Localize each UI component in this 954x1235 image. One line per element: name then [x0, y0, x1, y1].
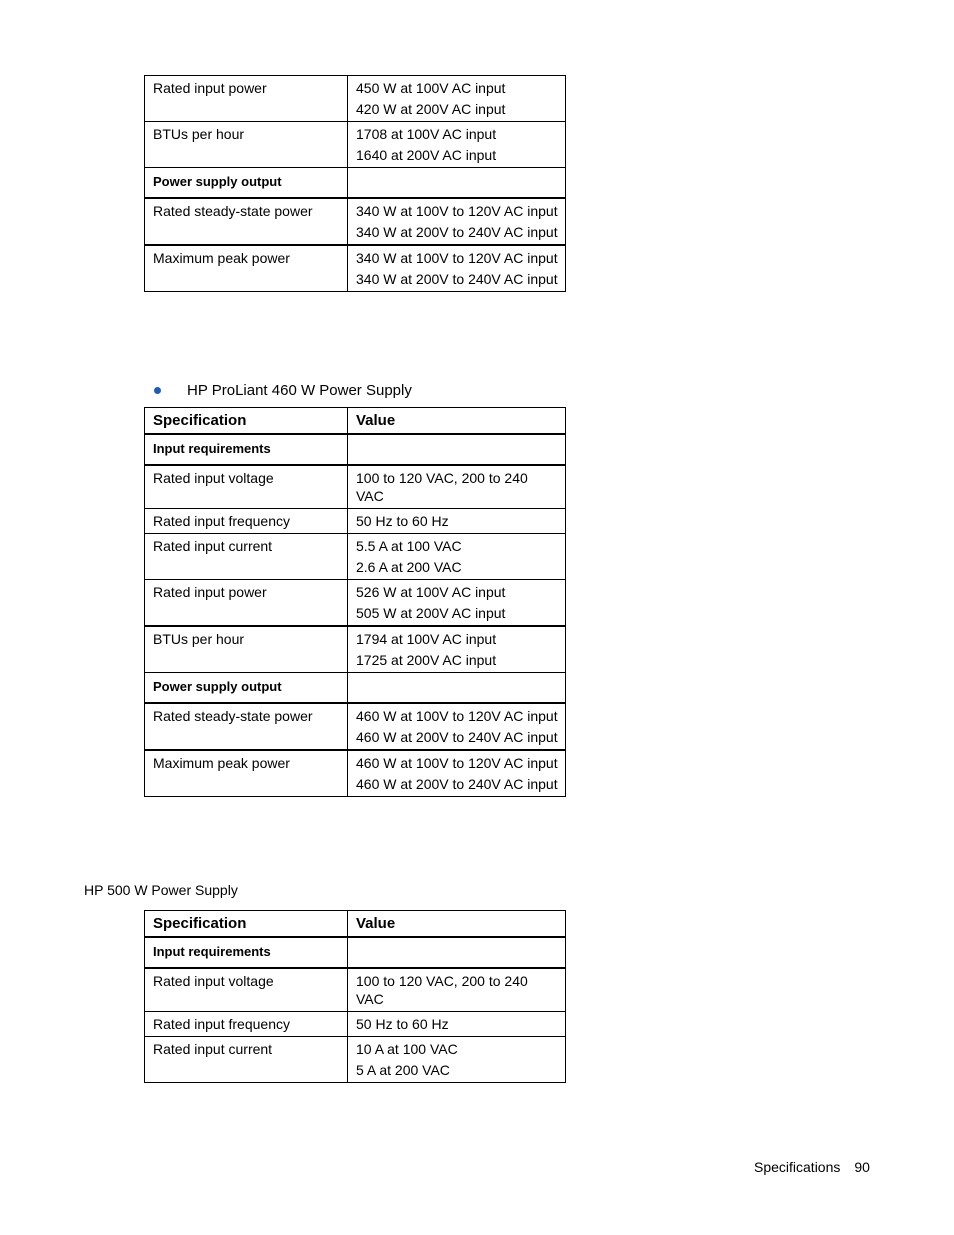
section-label: Input requirements: [145, 937, 348, 968]
table-row: [145, 198, 566, 245]
table-row-section: [145, 168, 566, 199]
bullet-icon: [154, 387, 161, 394]
value-line: 460 W at 200V to 240V AC input: [356, 729, 558, 745]
spec-value: [348, 465, 566, 509]
spec-value: [348, 1037, 566, 1083]
spec-value: [348, 509, 566, 534]
spec-value: [348, 968, 566, 1012]
value-line: 1640 at 200V AC input: [356, 147, 497, 163]
value-line: 2.6 A at 200 VAC: [356, 559, 462, 575]
table-row: [145, 1012, 566, 1037]
table-row: [145, 703, 566, 750]
value-line: 100 to 120 VAC, 200 to 240 VAC: [356, 973, 528, 1007]
spec-label: Rated input frequency: [145, 1012, 348, 1037]
section-label: Power supply output: [145, 673, 348, 704]
value-line: 505 W at 200V AC input: [356, 605, 506, 621]
value-line: 340 W at 100V to 120V AC input: [356, 250, 558, 266]
value-line: 460 W at 100V to 120V AC input: [356, 708, 558, 724]
footer-section: Specifications: [754, 1159, 841, 1175]
spec-label: Rated steady-state power: [145, 198, 348, 245]
spec-table-460w: [144, 407, 566, 797]
spec-value: [348, 673, 566, 704]
spec-table-continued: [144, 75, 566, 292]
value-line: 1725 at 200V AC input: [356, 652, 497, 668]
table-row-section: [145, 673, 566, 704]
value-line: 50 Hz to 60 Hz: [356, 513, 449, 529]
spec-value: [348, 750, 566, 797]
value-line: 460 W at 200V to 240V AC input: [356, 776, 558, 792]
value-line: 5 A at 200 VAC: [356, 1062, 450, 1078]
value-line: 340 W at 200V to 240V AC input: [356, 271, 558, 287]
value-line: 1708 at 100V AC input: [356, 126, 497, 142]
spec-value: [348, 76, 566, 122]
table-row: [145, 465, 566, 509]
page-number: 90: [854, 1159, 870, 1175]
spec-label: Rated input power: [145, 580, 348, 627]
spec-label: BTUs per hour: [145, 122, 348, 168]
spec-value: [348, 198, 566, 245]
page-footer: [754, 1159, 870, 1175]
value-line: 50 Hz to 60 Hz: [356, 1016, 449, 1032]
spec-value: [348, 1012, 566, 1037]
header-spec: Specification: [145, 408, 348, 435]
spec-label: Rated steady-state power: [145, 703, 348, 750]
spec-value: [348, 122, 566, 168]
spec-label: Rated input current: [145, 534, 348, 580]
value-line: 100 to 120 VAC, 200 to 240 VAC: [356, 470, 528, 504]
value-line: 5.5 A at 100 VAC: [356, 538, 462, 554]
spec-value: [348, 534, 566, 580]
spec-label: Maximum peak power: [145, 750, 348, 797]
spec-label: Rated input frequency: [145, 509, 348, 534]
spec-value: [348, 434, 566, 465]
spec-value: [348, 580, 566, 627]
table-row: [145, 76, 566, 122]
header-value: Value: [348, 408, 566, 435]
spec-label: Rated input voltage: [145, 465, 348, 509]
table-row: [145, 1037, 566, 1083]
table-row: [145, 122, 566, 168]
section-label: Input requirements: [145, 434, 348, 465]
value-line: 450 W at 100V AC input: [356, 80, 506, 96]
table-header-row: [145, 911, 566, 938]
value-line: 340 W at 100V to 120V AC input: [356, 203, 558, 219]
spec-table-500w: [144, 910, 566, 1083]
spec-label: BTUs per hour: [145, 626, 348, 673]
spec-label: Rated input power: [145, 76, 348, 122]
spec-value: [348, 626, 566, 673]
table-row: [145, 580, 566, 627]
section-label: Power supply output: [145, 168, 348, 199]
bullet-heading: HP ProLiant 460 W Power Supply: [187, 382, 412, 399]
bullet-item-460w: [154, 382, 412, 399]
table-header-row: [145, 408, 566, 435]
value-line: 340 W at 200V to 240V AC input: [356, 224, 558, 240]
value-line: 1794 at 100V AC input: [356, 631, 497, 647]
value-line: 420 W at 200V AC input: [356, 101, 506, 117]
spec-value: [348, 168, 566, 199]
value-line: 526 W at 100V AC input: [356, 584, 506, 600]
table-row-section: [145, 434, 566, 465]
spec-label: Maximum peak power: [145, 245, 348, 292]
spec-label: Rated input current: [145, 1037, 348, 1083]
table-row: [145, 750, 566, 797]
spec-label: Rated input voltage: [145, 968, 348, 1012]
table-row: [145, 534, 566, 580]
table-row: [145, 968, 566, 1012]
header-value: Value: [348, 911, 566, 938]
section-heading-500w: HP 500 W Power Supply: [84, 882, 238, 898]
header-spec: Specification: [145, 911, 348, 938]
table-row: [145, 509, 566, 534]
table-row: [145, 626, 566, 673]
value-line: 10 A at 100 VAC: [356, 1041, 458, 1057]
spec-value: [348, 937, 566, 968]
spec-value: [348, 245, 566, 292]
value-line: 460 W at 100V to 120V AC input: [356, 755, 558, 771]
table-row: [145, 245, 566, 292]
spec-value: [348, 703, 566, 750]
table-row-section: [145, 937, 566, 968]
